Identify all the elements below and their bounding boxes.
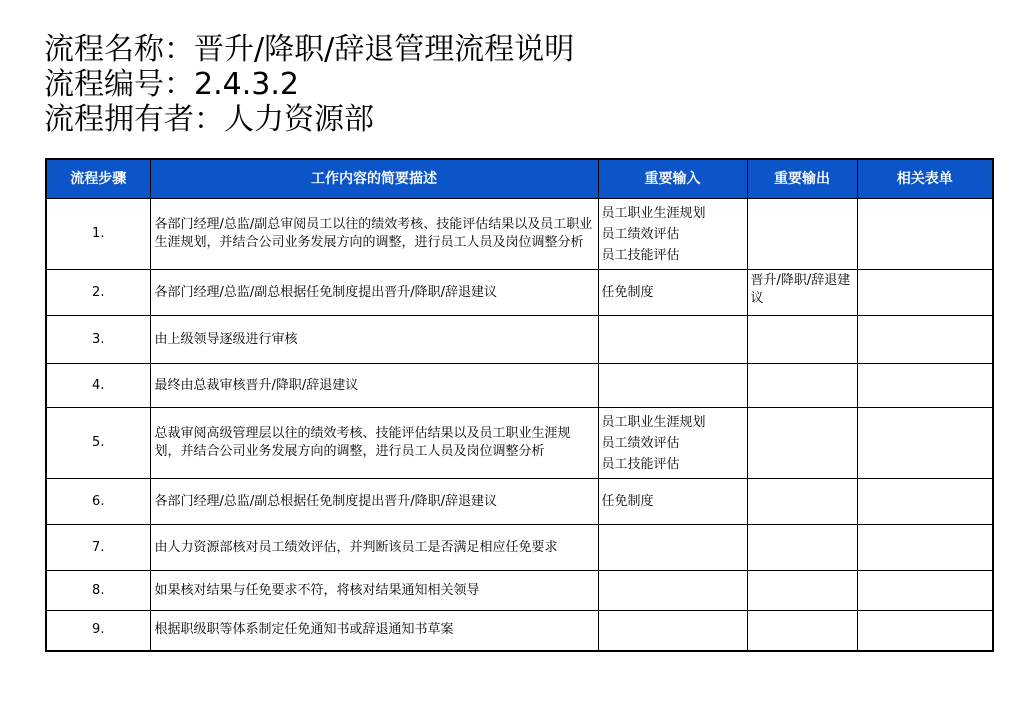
- forms-cell: [857, 316, 993, 364]
- step-cell: 3.: [46, 316, 150, 364]
- header-output: 重要输出: [747, 159, 857, 199]
- table-row: [46, 571, 993, 611]
- header-forms: 相关表单: [857, 159, 993, 199]
- process-number-line: 流程编号：2.4.3.2: [44, 67, 299, 102]
- step-cell: 8.: [46, 571, 150, 611]
- desc-cell: 各部门经理/总监/副总根据任免制度提出晋升/降职/辞退建议: [150, 270, 598, 316]
- step-cell: 7.: [46, 525, 150, 571]
- desc-cell: 各部门经理/总监/副总审阅员工以往的绩效考核、技能评估结果以及员工职业生涯规划，并结合公司业务发展方向的调整，进行员工人员及岗位调整分析: [150, 199, 598, 270]
- input-item: 员工技能评估: [601, 247, 680, 263]
- input-cell: [598, 199, 747, 270]
- desc-cell: 最终由总裁审核晋升/降职/辞退建议: [150, 364, 598, 408]
- input-cell: [598, 316, 747, 364]
- forms-cell: [857, 479, 993, 525]
- output-cell: [747, 364, 857, 408]
- table-row: [46, 408, 993, 479]
- process-table: [45, 158, 994, 652]
- input-cell: [598, 571, 747, 611]
- output-cell: [747, 525, 857, 571]
- input-item: 员工绩效评估: [601, 435, 680, 451]
- input-cell: [598, 525, 747, 571]
- output-cell: 晋升/降职/辞退建议: [747, 270, 857, 316]
- output-cell: [747, 316, 857, 364]
- output-cell: [747, 611, 857, 651]
- desc-cell: 根据职级职等体系制定任免通知书或辞退通知书草案: [150, 611, 598, 651]
- table-row: [46, 316, 993, 364]
- input-item: 员工职业生涯规划: [601, 205, 706, 221]
- forms-cell: [857, 571, 993, 611]
- input-item: 任免制度: [601, 284, 654, 300]
- desc-cell: 总裁审阅高级管理层以往的绩效考核、技能评估结果以及员工职业生涯规划，并结合公司业务发展方向的调整，进行员工人员及岗位调整分析: [150, 408, 598, 479]
- header-input: 重要输入: [598, 159, 747, 199]
- output-cell: [747, 479, 857, 525]
- process-owner-line: 流程拥有者：人力资源部: [44, 102, 374, 137]
- forms-cell: [857, 525, 993, 571]
- step-cell: 9.: [46, 611, 150, 651]
- desc-cell: 各部门经理/总监/副总根据任免制度提出晋升/降职/辞退建议: [150, 479, 598, 525]
- step-cell: 1.: [46, 199, 150, 270]
- table-row: [46, 364, 993, 408]
- forms-cell: [857, 611, 993, 651]
- step-cell: 6.: [46, 479, 150, 525]
- desc-cell: 由人力资源部核对员工绩效评估，并判断该员工是否满足相应任免要求: [150, 525, 598, 571]
- input-cell: [598, 611, 747, 651]
- header-step: 流程步骤: [46, 159, 150, 199]
- forms-cell: [857, 270, 993, 316]
- table-row: [46, 270, 993, 316]
- input-item: 员工技能评估: [601, 456, 680, 472]
- page-heading: [44, 32, 574, 137]
- table-header-row: [46, 159, 993, 199]
- desc-cell: 由上级领导逐级进行审核: [150, 316, 598, 364]
- step-cell: 2.: [46, 270, 150, 316]
- table-row: [46, 199, 993, 270]
- output-cell: [747, 408, 857, 479]
- step-cell: 4.: [46, 364, 150, 408]
- input-cell: [598, 408, 747, 479]
- output-cell: [747, 571, 857, 611]
- input-cell: [598, 364, 747, 408]
- process-name-line: 流程名称：晋升/降职/辞退管理流程说明: [44, 32, 575, 67]
- forms-cell: [857, 364, 993, 408]
- forms-cell: [857, 199, 993, 270]
- forms-cell: [857, 408, 993, 479]
- input-cell: [598, 479, 747, 525]
- output-cell: [747, 199, 857, 270]
- step-cell: 5.: [46, 408, 150, 479]
- desc-cell: 如果核对结果与任免要求不符，将核对结果通知相关领导: [150, 571, 598, 611]
- table-row: [46, 525, 993, 571]
- header-desc: 工作内容的简要描述: [150, 159, 598, 199]
- input-cell: [598, 270, 747, 316]
- input-item: 任免制度: [601, 493, 654, 509]
- input-item: 员工绩效评估: [601, 226, 680, 242]
- table-row: [46, 479, 993, 525]
- input-item: 员工职业生涯规划: [601, 414, 706, 430]
- table-row: [46, 611, 993, 651]
